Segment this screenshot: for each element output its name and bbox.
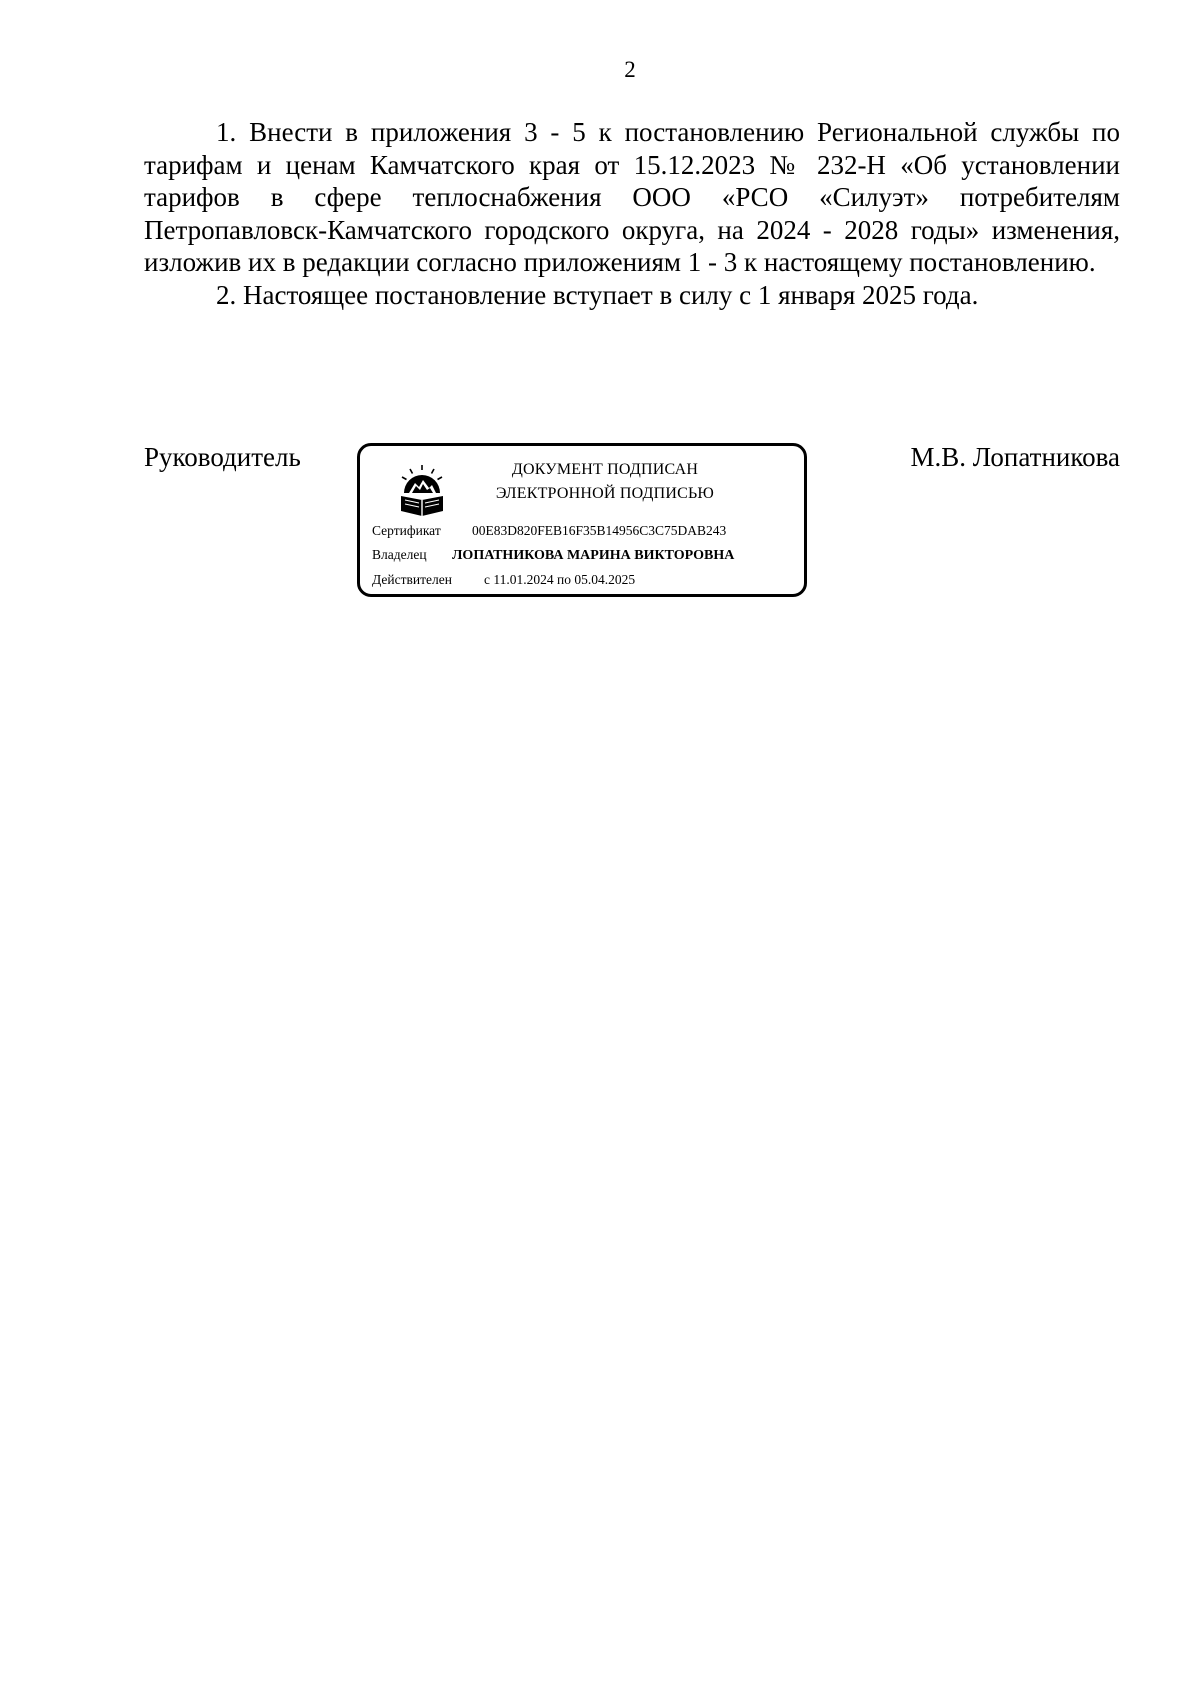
document-body xyxy=(144,116,1120,311)
signer-name: М.В. Лопатникова xyxy=(910,442,1120,472)
paragraph-1: 1. Внести в приложения 3 - 5 к постановлению Региональной службы по тарифам и ценам Камчатского края от 15.12.2023 № 232-Н «Об установлении тарифов в сфере теплоснабжения ООО «РСО «Силуэт» потребителям Петропавловск-Камчатского городского округа, на 2024 - 2028 годы» изменения, изложив их в редакции согласно приложениям 1 - 3 к настоящему постановлению. xyxy=(144,117,1120,277)
certificate-value: 00E83D820FEB16F35B14956C3C75DAB243 xyxy=(472,523,727,538)
stamp-certificate-row xyxy=(372,522,726,540)
valid-from-date: 11.01.2024 xyxy=(493,572,554,587)
stamp-title-line-1: ДОКУМЕНТ ПОДПИСАН xyxy=(511,461,699,478)
stamp-owner-row xyxy=(372,546,734,565)
electronic-signature-stamp xyxy=(357,443,807,597)
page-number: 2 xyxy=(624,57,636,82)
owner-value: ЛОПАТНИКОВА МАРИНА ВИКТОРОВНА xyxy=(452,548,735,563)
signer-role: Руководитель xyxy=(144,442,301,472)
valid-to-prefix: по xyxy=(557,572,571,587)
stamp-title xyxy=(455,458,755,506)
certificate-label: Сертификат xyxy=(372,523,441,538)
kamchatka-emblem-icon xyxy=(397,463,447,519)
paragraph-2: 2. Настоящее постановление вступает в силу с 1 января 2025 года. xyxy=(216,279,979,310)
stamp-validity-row xyxy=(372,571,635,589)
validity-label: Действителен xyxy=(372,572,452,587)
stamp-title-line-2: ЭЛЕКТРОННОЙ ПОДПИСЬЮ xyxy=(495,485,715,502)
valid-from-prefix: с xyxy=(484,572,490,587)
owner-label: Владелец xyxy=(372,547,427,562)
valid-to-date: 05.04.2025 xyxy=(574,572,636,587)
